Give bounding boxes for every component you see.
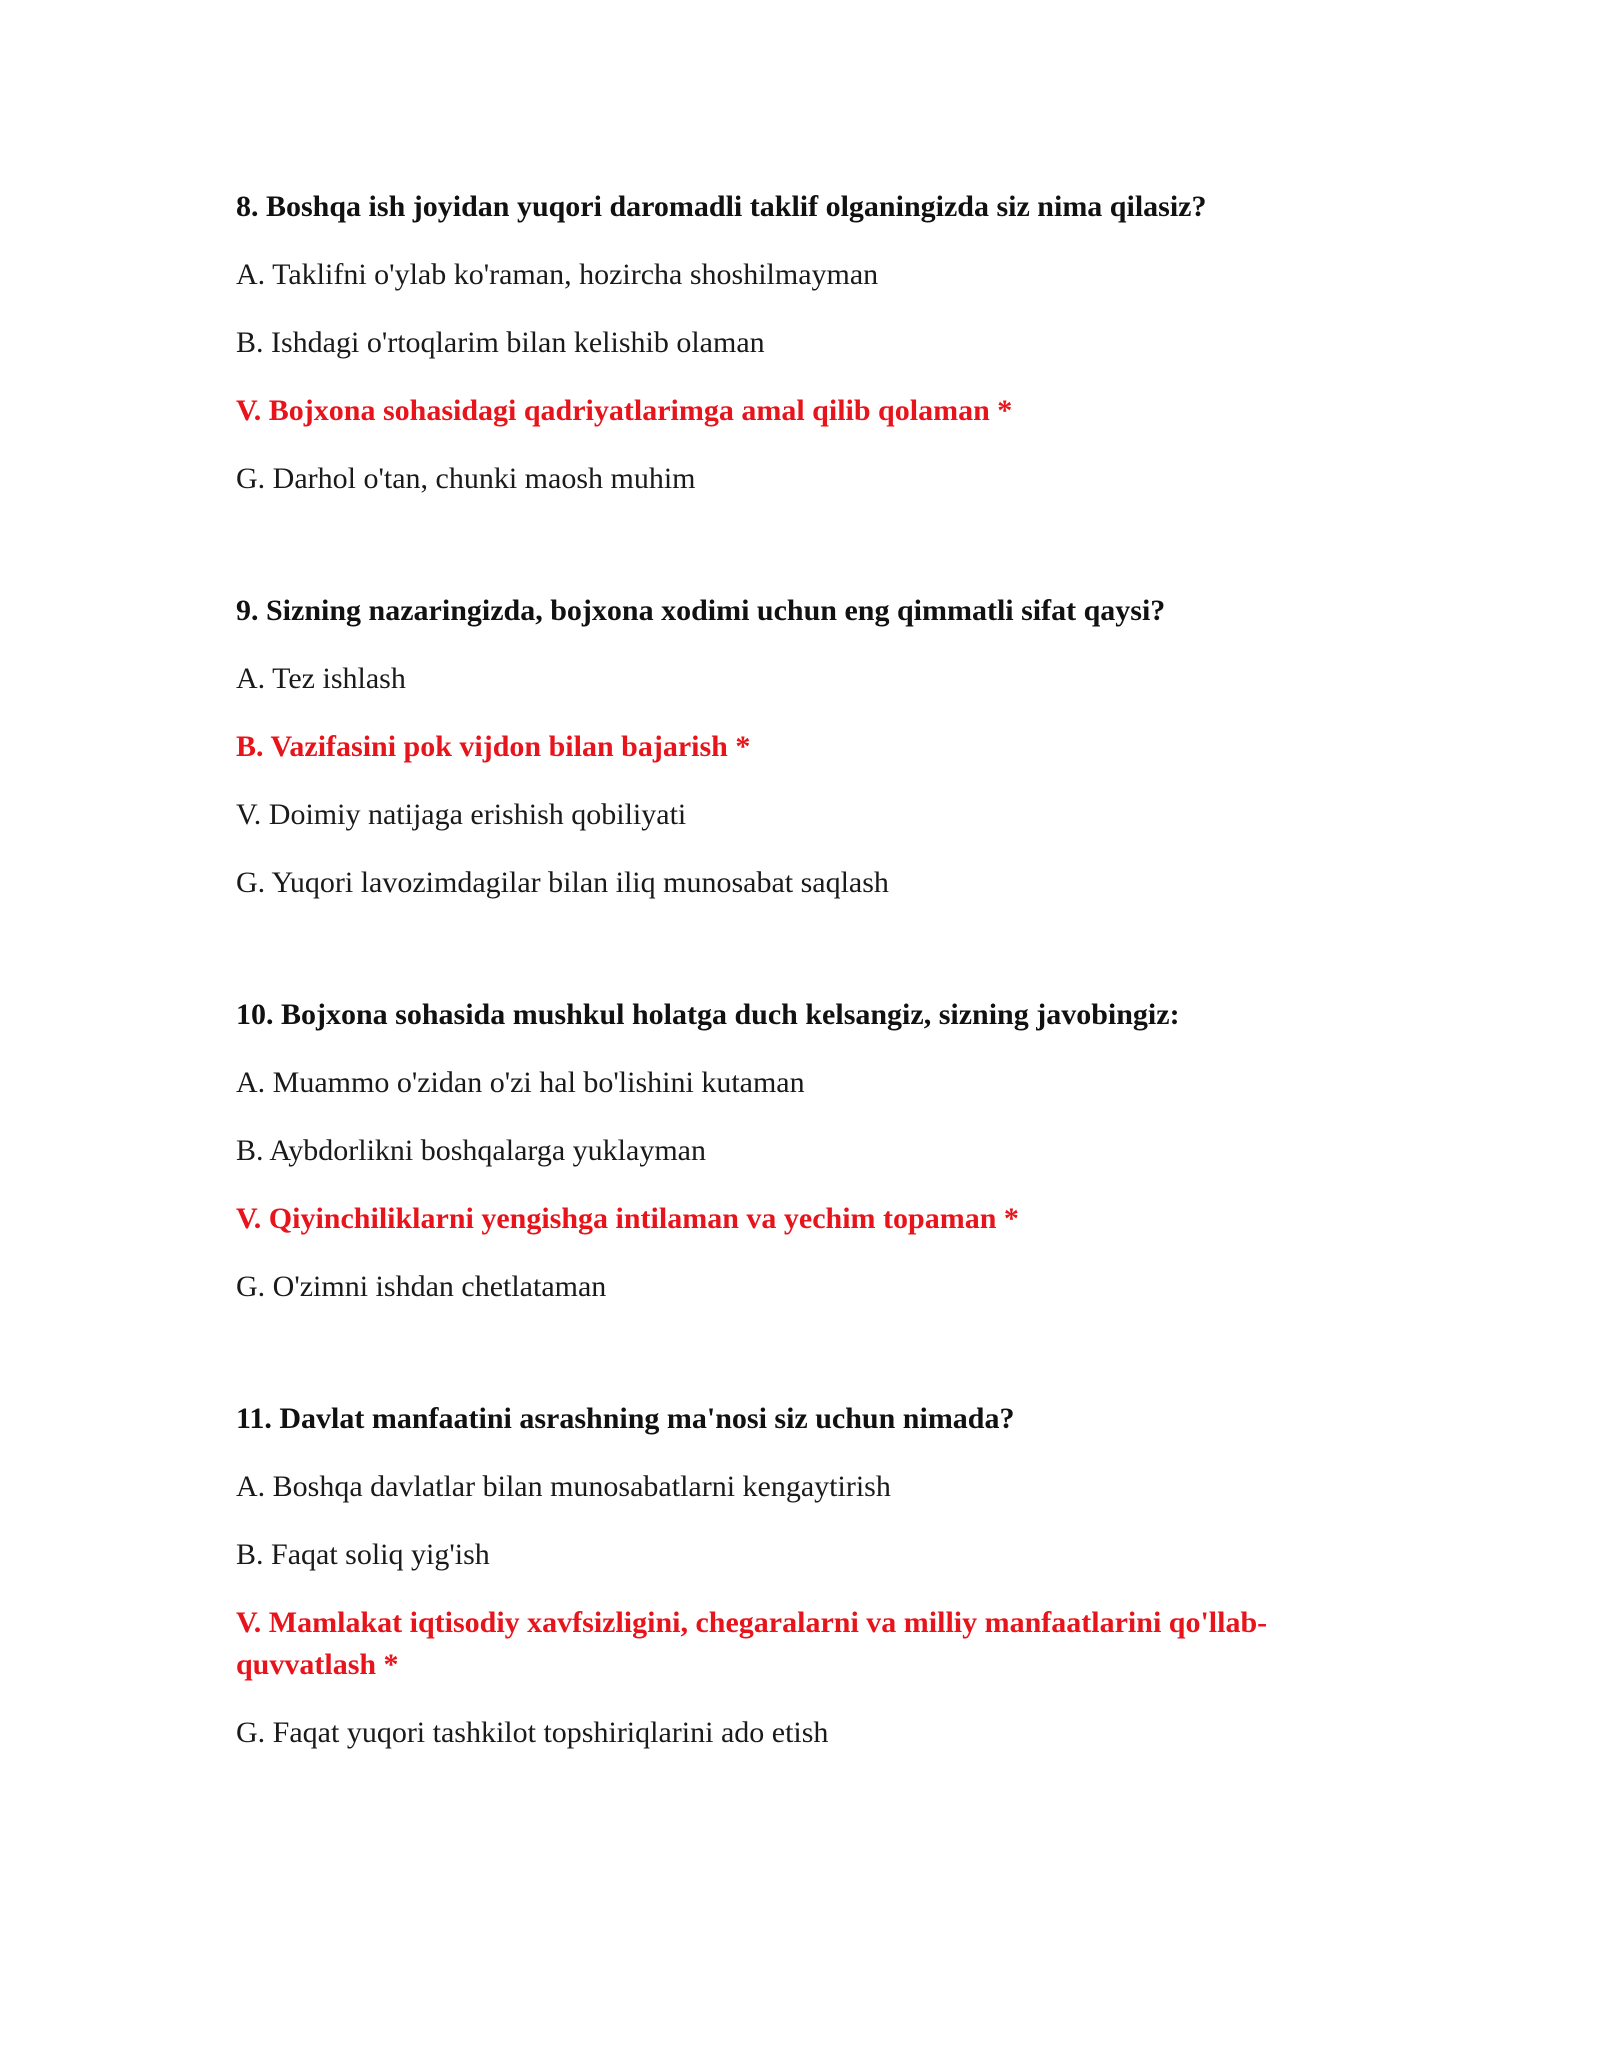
question-8 — [236, 186, 1356, 500]
correct-answer-option: V. Bojxona sohasidagi qadriyatlarimga amal qilib qolaman * — [236, 394, 1013, 427]
answer-option: G. Darhol o'tan, chunki maosh muhim — [236, 462, 696, 495]
answer-option: A. Boshqa davlatlar bilan munosabatlarni kengaytirish — [236, 1470, 891, 1503]
answer-option: G. Faqat yuqori tashkilot topshiriqlarini ado etish — [236, 1716, 829, 1749]
correct-answer-option: B. Vazifasini pok vijdon bilan bajarish * — [236, 730, 751, 763]
answer-option: B. Faqat soliq yig'ish — [236, 1538, 490, 1571]
question-title: 8. Boshqa ish joyidan yuqori daromadli taklif olganingizda siz nima qilasiz? — [236, 190, 1207, 223]
answer-option: B. Aybdorlikni boshqalarga yuklayman — [236, 1134, 706, 1167]
question-9 — [236, 590, 1356, 904]
answer-option: G. Yuqori lavozimdagilar bilan iliq munosabat saqlash — [236, 866, 889, 899]
question-11 — [236, 1398, 1356, 1754]
correct-answer-option: V. Mamlakat iqtisodiy xavfsizligini, chegaralarni va milliy manfaatlarini qo'llab-quvvatlash * — [236, 1606, 1268, 1681]
answer-option: A. Muammo o'zidan o'zi hal bo'lishini kutaman — [236, 1066, 805, 1099]
answer-option: G. O'zimni ishdan chetlataman — [236, 1270, 607, 1303]
question-title: 9. Sizning nazaringizda, bojxona xodimi uchun eng qimmatli sifat qaysi? — [236, 594, 1166, 627]
answer-option: A. Tez ishlash — [236, 662, 406, 695]
answer-option: V. Doimiy natijaga erishish qobiliyati — [236, 798, 687, 831]
correct-answer-option: V. Qiyinchiliklarni yengishga intilaman va yechim topaman * — [236, 1202, 1019, 1235]
question-title: 11. Davlat manfaatini asrashning ma'nosi siz uchun nimada? — [236, 1402, 1015, 1435]
answer-option: A. Taklifni o'ylab ko'raman, hozircha shoshilmayman — [236, 258, 879, 291]
answer-option: B. Ishdagi o'rtoqlarim bilan kelishib olaman — [236, 326, 765, 359]
question-title: 10. Bojxona sohasida mushkul holatga duch kelsangiz, sizning javobingiz: — [236, 998, 1180, 1031]
question-10 — [236, 994, 1356, 1308]
